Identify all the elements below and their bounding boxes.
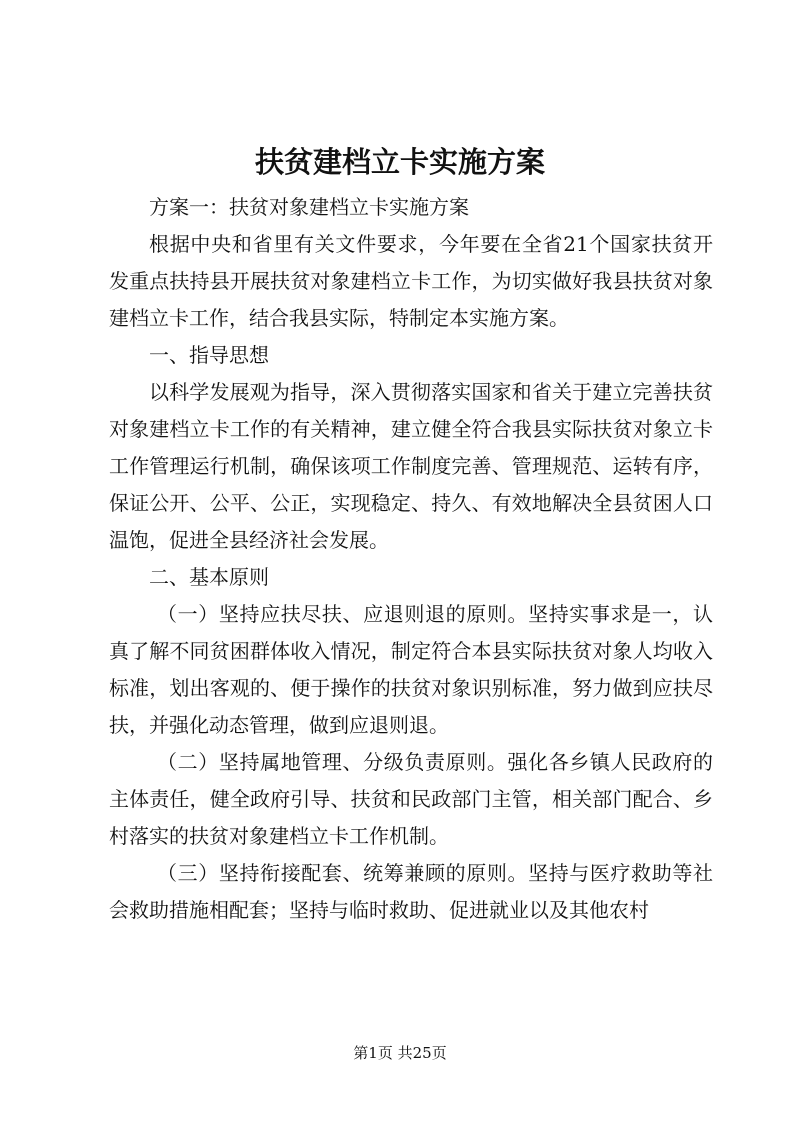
document-body xyxy=(109,189,713,929)
section-heading-basic-principles: 二、基本原则 xyxy=(149,565,269,589)
principle-item-1: （一）坚持应扶尽扶、应退则退的原则。坚持实事求是一，认真了解不同贫困群体收入情况，制定符合本县实际扶贫对象人均收入标准，划出客观的、便于操作的扶贫对象识别标准，努力做到应扶尽扶，并强化动态管理，做到应退则退。 xyxy=(109,602,713,737)
section-heading-guiding-thought: 一、指导思想 xyxy=(149,343,269,367)
principle-item-2: （二）坚持属地管理、分级负责原则。强化各乡镇人民政府的主体责任，健全政府引导、扶贫和民政部门主管，相关部门配合、乡村落实的扶贫对象建档立卡工作机制。 xyxy=(109,750,713,848)
intro-paragraph: 根据中央和省里有关文件要求，今年要在全省21个国家扶贫开发重点扶持县开展扶贫对象建档立卡工作，为切实做好我县扶贫对象建档立卡工作，结合我县实际，特制定本实施方案。 xyxy=(109,232,713,330)
page-number-footer: 第1页 共25页 xyxy=(353,1044,447,1062)
document-title: 扶贫建档立卡实施方案 xyxy=(254,145,545,179)
principle-item-3: （三）坚持衔接配套、统筹兼顾的原则。坚持与医疗救助等社会救助措施相配套；坚持与临时救助、促进就业以及其他农村 xyxy=(109,861,713,922)
scheme-heading: 方案一：扶贫对象建档立卡实施方案 xyxy=(149,195,469,219)
guiding-thought-paragraph: 以科学发展观为指导，深入贯彻落实国家和省关于建立完善扶贫对象建档立卡工作的有关精神，建立健全符合我县实际扶贫对象立卡工作管理运行机制，确保该项工作制度完善、管理规范、运转有序，保证公开、公平、公正，实现稳定、持久、有效地解决全县贫困人口温饱，促进全县经济社会发展。 xyxy=(109,380,713,552)
